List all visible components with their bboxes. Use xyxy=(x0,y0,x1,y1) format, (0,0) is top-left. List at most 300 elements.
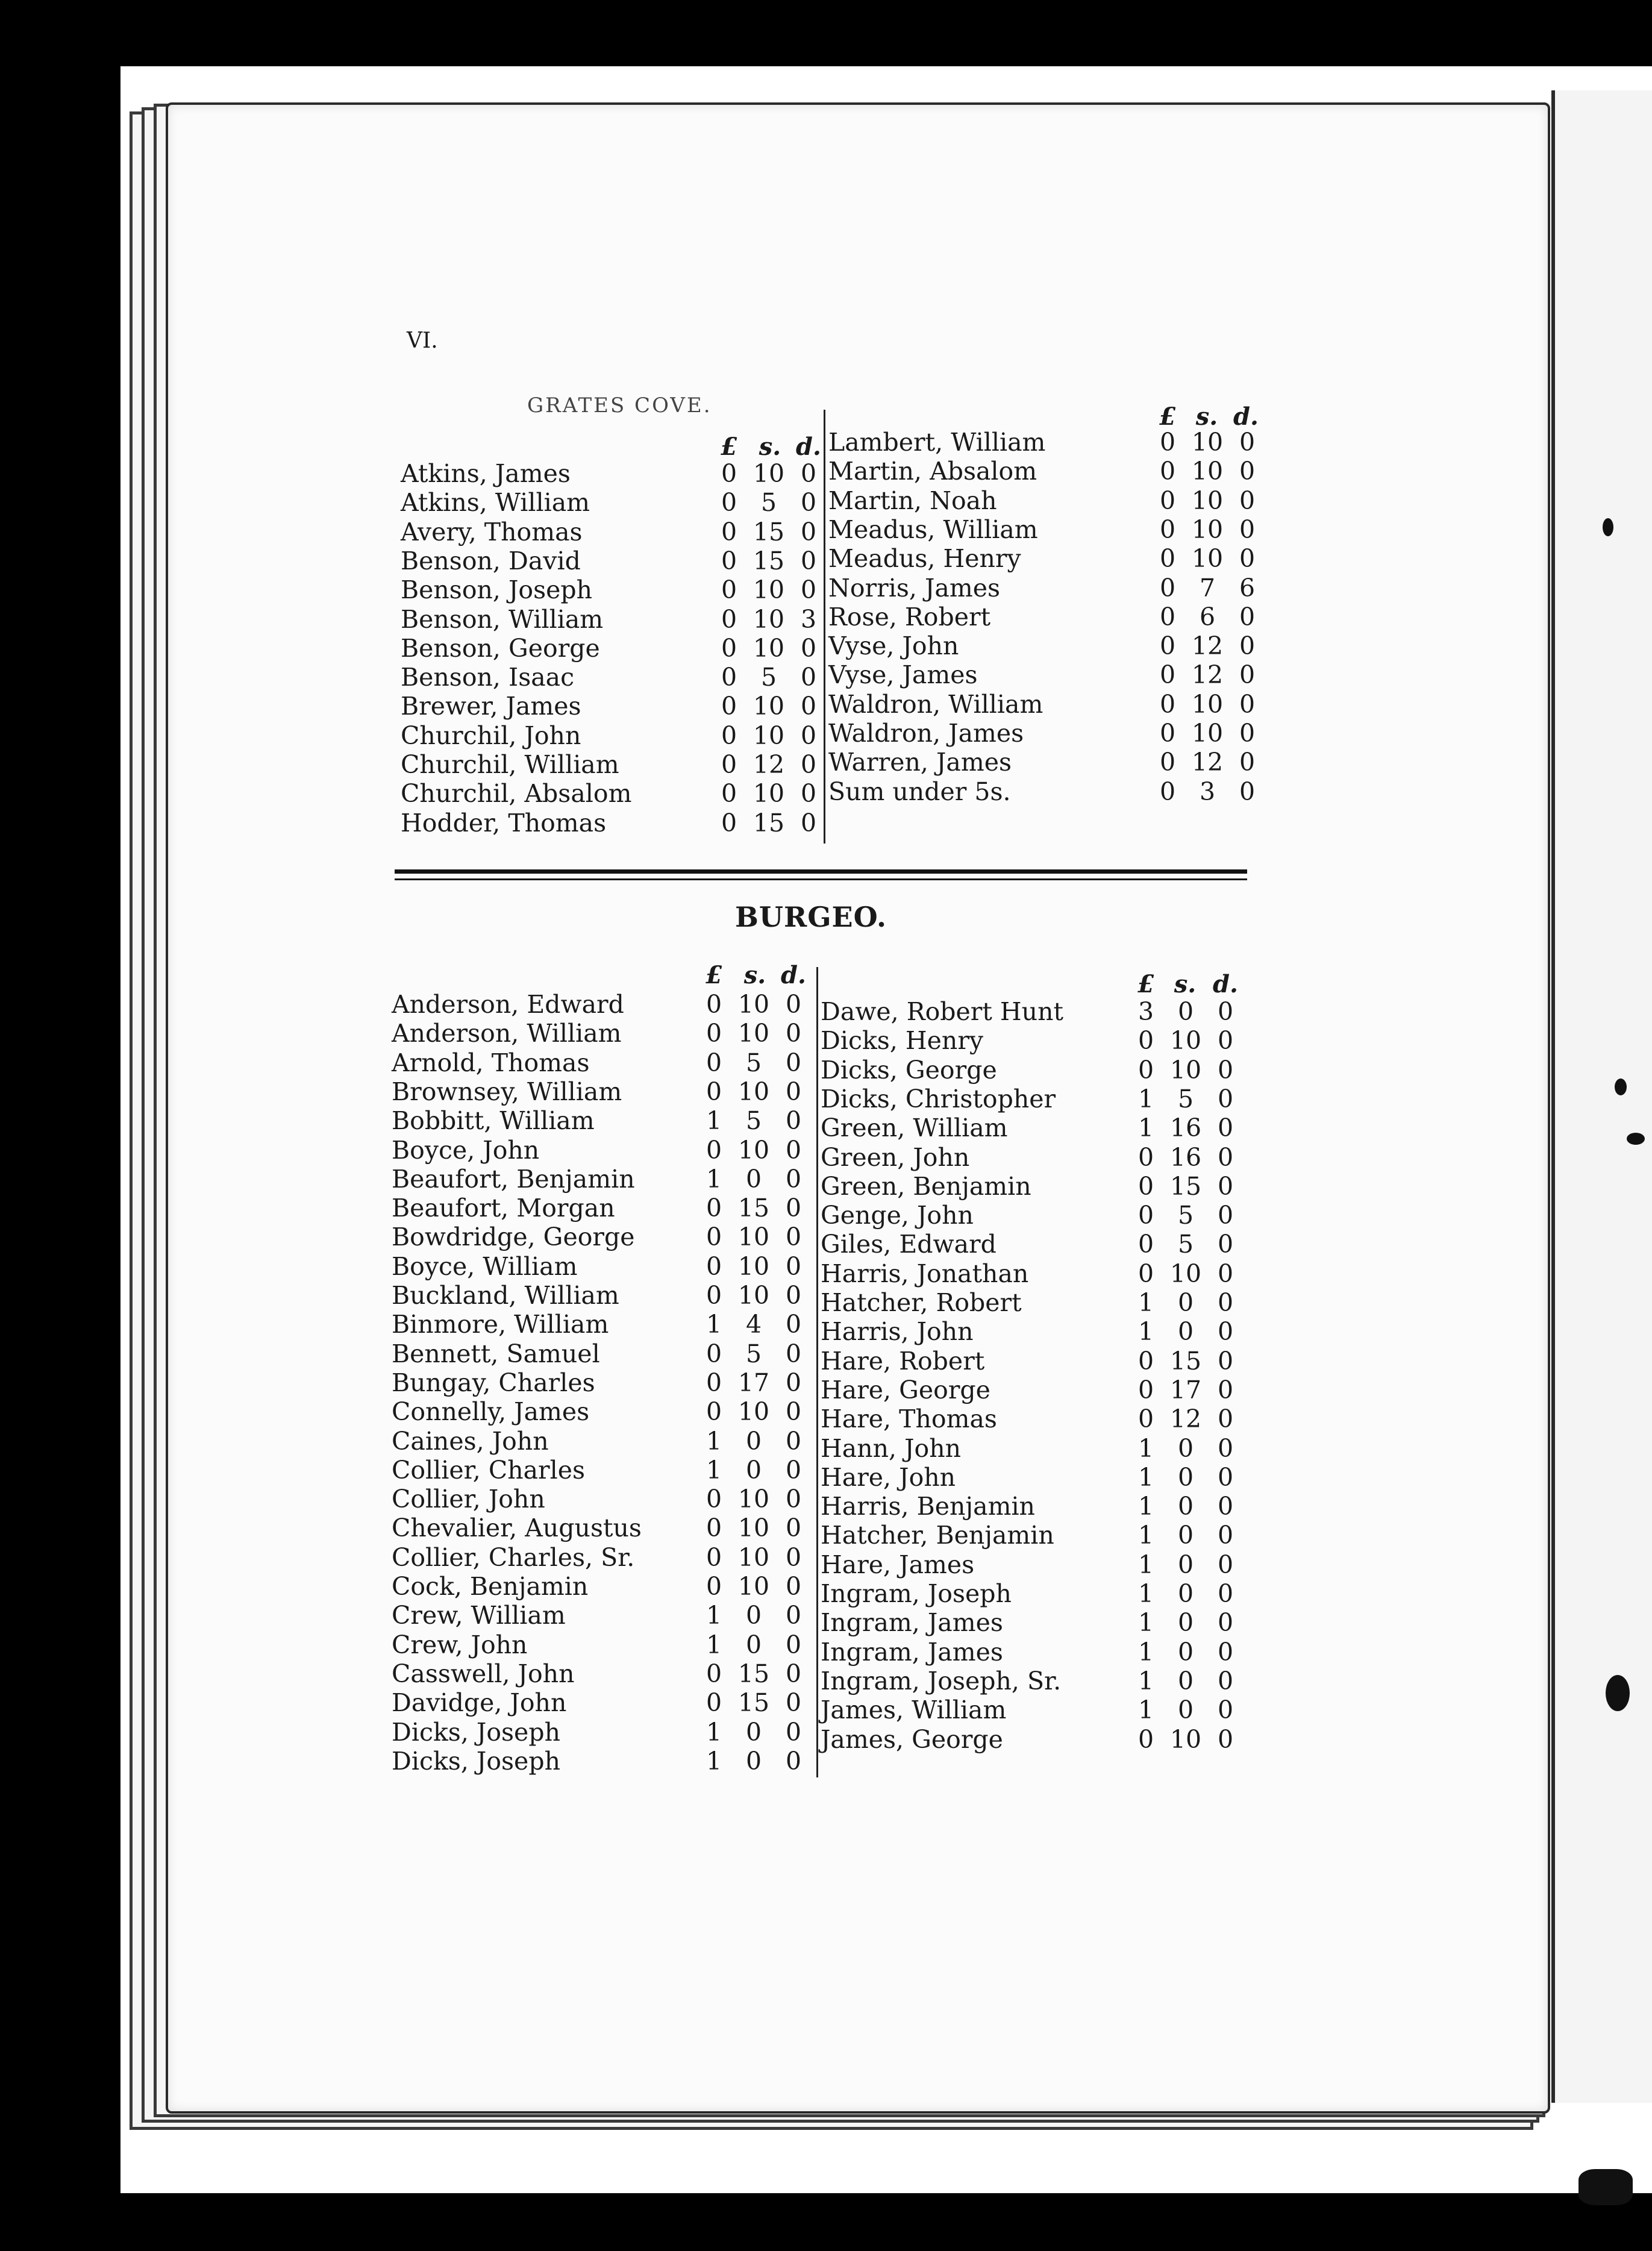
subscriber-name: Buckland, William xyxy=(392,1281,619,1310)
subscriber-row xyxy=(392,1630,816,1659)
amount-pence: 0 xyxy=(1217,1666,1234,1695)
pence-header: d. xyxy=(1213,970,1238,998)
pound-header: £ xyxy=(706,961,722,989)
amount-pence: 0 xyxy=(785,1688,802,1718)
subscriber-name: Dawe, Robert Hunt xyxy=(821,997,1063,1026)
subscriber-name: Bungay, Charles xyxy=(392,1368,595,1397)
amount-pence: 0 xyxy=(785,1659,802,1688)
amount-shillings: 0 xyxy=(745,1717,762,1747)
subscriber-name: Warren, James xyxy=(828,748,1012,777)
subscriber-row xyxy=(392,1659,816,1688)
subscriber-row xyxy=(392,1368,816,1397)
amount-shillings: 0 xyxy=(1177,1579,1194,1608)
amount-shillings: 3 xyxy=(1199,777,1216,806)
subscriber-row xyxy=(828,544,1270,573)
subscriber-row xyxy=(821,1404,1248,1433)
subscriber-row xyxy=(821,1521,1248,1550)
amount-pounds: 1 xyxy=(706,1310,722,1339)
amount-pence: 0 xyxy=(1217,1550,1234,1579)
amount-shillings: 0 xyxy=(1177,997,1194,1026)
amount-pounds: 1 xyxy=(1137,1462,1154,1492)
amount-pounds: 0 xyxy=(1137,1201,1154,1230)
amount-pence: 0 xyxy=(1217,1171,1234,1201)
amount-pence: 0 xyxy=(785,1397,802,1427)
scan-border-left xyxy=(0,0,120,2251)
amount-pence: 0 xyxy=(785,1339,802,1368)
subscriber-row xyxy=(401,488,831,517)
subscriber-row xyxy=(828,603,1270,631)
subscriber-row xyxy=(392,1106,816,1135)
amount-shillings: 0 xyxy=(1177,1317,1194,1347)
facing-page-edge xyxy=(1551,90,1652,2103)
subscriber-row xyxy=(392,1077,816,1106)
amount-shillings: 10 xyxy=(752,779,785,809)
amount-pounds: 0 xyxy=(706,1339,722,1368)
amount-shillings: 10 xyxy=(737,1223,770,1252)
amount-shillings: 16 xyxy=(1169,1142,1202,1172)
amount-pence: 0 xyxy=(1239,544,1256,574)
subscriber-row xyxy=(821,1259,1248,1288)
subscriber-name: Crew, William xyxy=(392,1601,566,1630)
amount-shillings: 10 xyxy=(1169,1259,1202,1288)
amount-pence: 0 xyxy=(1217,1230,1234,1259)
subscriber-name: Anderson, Edward xyxy=(392,990,624,1019)
subscriber-name: Beaufort, Benjamin xyxy=(392,1164,635,1194)
amount-pence: 0 xyxy=(785,1048,802,1077)
amount-pounds: 1 xyxy=(706,1746,722,1776)
amount-pounds: 0 xyxy=(1159,486,1176,515)
amount-pounds: 1 xyxy=(1137,1492,1154,1521)
scan-border-bottom xyxy=(0,2193,1652,2251)
subscriber-row xyxy=(821,1113,1248,1142)
amount-pounds: 0 xyxy=(706,1688,722,1718)
subscriber-name: Ingram, Joseph xyxy=(821,1579,1012,1608)
subscriber-row xyxy=(392,1165,816,1194)
subscriber-row xyxy=(828,515,1270,544)
amount-shillings: 0 xyxy=(745,1455,762,1485)
amount-pence: 0 xyxy=(785,1164,802,1194)
amount-shillings: 12 xyxy=(1191,660,1224,690)
amount-pounds: 0 xyxy=(706,1281,722,1310)
amount-shillings: 0 xyxy=(1177,1637,1194,1667)
amount-pounds: 0 xyxy=(1159,660,1176,690)
amount-shillings: 15 xyxy=(1169,1346,1202,1376)
subscriber-row xyxy=(401,605,831,634)
subscriber-name: Boyce, John xyxy=(392,1135,540,1165)
amount-pounds: 0 xyxy=(1137,1171,1154,1201)
subscriber-row xyxy=(821,1230,1248,1259)
amount-shillings: 10 xyxy=(737,1135,770,1165)
amount-pence: 0 xyxy=(1217,1026,1234,1056)
subscriber-row xyxy=(401,692,831,721)
subscriber-name: Green, William xyxy=(821,1113,1008,1143)
amount-pounds: 0 xyxy=(721,692,737,721)
subscriber-name: Lambert, William xyxy=(828,428,1046,457)
amount-pence: 0 xyxy=(1217,1492,1234,1521)
amount-shillings: 10 xyxy=(737,1397,770,1427)
amount-pounds: 1 xyxy=(1137,1550,1154,1579)
subscriber-name: Harris, Jonathan xyxy=(821,1259,1029,1288)
amount-shillings: 15 xyxy=(1169,1171,1202,1201)
amount-pounds: 0 xyxy=(721,517,737,546)
amount-pounds: 0 xyxy=(706,1048,722,1077)
amount-shillings: 10 xyxy=(737,1281,770,1310)
subscriber-row xyxy=(821,1579,1248,1608)
amount-pounds: 1 xyxy=(706,1455,722,1485)
amount-pence: 0 xyxy=(800,750,817,779)
subscriber-name: Bennett, Samuel xyxy=(392,1339,600,1368)
amount-pounds: 0 xyxy=(706,1368,722,1397)
subscriber-name: Vyse, James xyxy=(828,660,978,690)
amount-pounds: 0 xyxy=(1137,1230,1154,1259)
subscriber-name: Beaufort, Morgan xyxy=(392,1194,615,1223)
amount-shillings: 7 xyxy=(1199,573,1216,603)
amount-shillings: 10 xyxy=(752,604,785,634)
amount-shillings: 15 xyxy=(752,808,785,837)
subscriber-row xyxy=(401,546,831,575)
amount-pounds: 1 xyxy=(706,1426,722,1456)
amount-pence: 0 xyxy=(785,1368,802,1397)
amount-shillings: 0 xyxy=(1177,1492,1194,1521)
subscriber-row xyxy=(828,690,1270,719)
subscriber-name: Dicks, Henry xyxy=(821,1026,984,1056)
subscriber-row xyxy=(392,1397,816,1426)
amount-pence: 0 xyxy=(785,1630,802,1659)
amount-shillings: 16 xyxy=(1169,1113,1202,1143)
amount-pence: 0 xyxy=(1239,486,1256,515)
subscriber-row xyxy=(401,518,831,546)
amount-shillings: 17 xyxy=(737,1368,770,1397)
subscriber-name: Collier, John xyxy=(392,1485,545,1514)
amount-pounds: 0 xyxy=(706,1194,722,1223)
subscriber-name: Green, John xyxy=(821,1142,970,1172)
subscriber-name: Dicks, Christopher xyxy=(821,1084,1056,1113)
subscriber-row xyxy=(392,1223,816,1251)
subscriber-row xyxy=(821,997,1248,1026)
ink-blot xyxy=(1578,2169,1633,2205)
amount-pence: 0 xyxy=(1217,1404,1234,1434)
amount-shillings: 10 xyxy=(1191,719,1224,748)
amount-pounds: 1 xyxy=(1137,1113,1154,1143)
amount-shillings: 10 xyxy=(1191,457,1224,486)
subscriber-name: Sum under 5s. xyxy=(828,777,1011,806)
subscriber-name: Green, Benjamin xyxy=(821,1171,1031,1201)
amount-pence: 0 xyxy=(785,1717,802,1747)
amount-shillings: 0 xyxy=(745,1601,762,1630)
subscriber-row xyxy=(828,428,1270,457)
amount-pence: 0 xyxy=(1239,602,1256,631)
amount-shillings: 12 xyxy=(1169,1404,1202,1434)
subscriber-name: Martin, Absalom xyxy=(828,457,1037,486)
amount-shillings: 10 xyxy=(752,459,785,488)
amount-pence: 0 xyxy=(1217,1724,1234,1754)
amount-pounds: 0 xyxy=(1159,573,1176,603)
subscriber-name: Hare, Thomas xyxy=(821,1404,997,1434)
amount-pounds: 0 xyxy=(706,1223,722,1252)
subscriber-row xyxy=(392,1281,816,1310)
pence-header: d. xyxy=(781,961,806,989)
subscriber-name: Ingram, James xyxy=(821,1637,1003,1667)
amount-pence: 0 xyxy=(785,1601,802,1630)
subscriber-row xyxy=(828,486,1270,515)
amount-pounds: 0 xyxy=(1159,689,1176,719)
subscriber-name: Harris, Benjamin xyxy=(821,1492,1035,1521)
section-title-burgeo: BURGEO. xyxy=(735,901,887,933)
amount-pence: 0 xyxy=(800,721,817,750)
subscriber-name: Boyce, William xyxy=(392,1251,578,1281)
subscriber-row xyxy=(392,1252,816,1281)
amount-pence: 0 xyxy=(785,1019,802,1048)
subscriber-name: Waldron, James xyxy=(828,719,1024,748)
amount-pence: 0 xyxy=(1217,1637,1234,1667)
amount-shillings: 10 xyxy=(1169,1055,1202,1085)
subscriber-row xyxy=(828,777,1270,806)
amount-pence: 0 xyxy=(1217,1201,1234,1230)
subscriber-row xyxy=(392,1485,816,1514)
subscriber-row xyxy=(828,574,1270,603)
amount-pounds: 0 xyxy=(1159,631,1176,661)
amount-shillings: 10 xyxy=(1191,544,1224,574)
amount-pence: 6 xyxy=(1239,573,1256,603)
amount-shillings: 5 xyxy=(760,488,777,518)
subscriber-row xyxy=(392,1136,816,1165)
subscriber-row xyxy=(392,1601,816,1630)
amount-pounds: 0 xyxy=(706,1659,722,1688)
subscriber-name: Atkins, James xyxy=(401,459,571,488)
subscriber-name: Binmore, William xyxy=(392,1310,609,1339)
amount-pounds: 1 xyxy=(1137,1666,1154,1695)
subscriber-row xyxy=(828,457,1270,486)
shilling-header: s. xyxy=(759,433,781,461)
amount-shillings: 0 xyxy=(1177,1550,1194,1579)
amount-pence: 0 xyxy=(1217,1288,1234,1317)
amount-pence: 0 xyxy=(1217,1259,1234,1288)
amount-pence: 0 xyxy=(1217,1579,1234,1608)
subscriber-name: Dicks, George xyxy=(821,1055,997,1085)
subscriber-name: James, William xyxy=(821,1695,1007,1725)
subscriber-name: Martin, Noah xyxy=(828,486,997,515)
subscriber-name: Hann, John xyxy=(821,1433,962,1463)
amount-shillings: 10 xyxy=(737,1542,770,1572)
subscriber-name: Genge, John xyxy=(821,1201,974,1230)
subscriber-name: Churchil, John xyxy=(401,721,581,750)
amount-pence: 0 xyxy=(785,1077,802,1106)
amount-pounds: 0 xyxy=(1137,1026,1154,1056)
amount-pounds: 0 xyxy=(721,459,737,488)
subscriber-row xyxy=(392,1718,816,1747)
amount-pounds: 0 xyxy=(721,779,737,809)
subscriber-row xyxy=(821,1201,1248,1230)
subscriber-row xyxy=(821,1026,1248,1055)
subscriber-name: Davidge, John xyxy=(392,1688,567,1718)
amount-pence: 0 xyxy=(785,1223,802,1252)
amount-shillings: 15 xyxy=(737,1659,770,1688)
amount-shillings: 0 xyxy=(745,1426,762,1456)
amount-pounds: 0 xyxy=(721,750,737,779)
amount-pence: 3 xyxy=(800,604,817,634)
amount-shillings: 10 xyxy=(1169,1724,1202,1754)
amount-shillings: 5 xyxy=(760,663,777,692)
subscriber-row xyxy=(392,1543,816,1572)
amount-pounds: 1 xyxy=(1137,1317,1154,1347)
subscriber-name: Waldron, William xyxy=(828,689,1043,719)
amount-shillings: 15 xyxy=(752,517,785,546)
ink-blot xyxy=(1615,1079,1627,1095)
amount-pounds: 0 xyxy=(1137,1142,1154,1172)
subscriber-name: James, George xyxy=(821,1724,1003,1754)
section-title-grates-cove: GRATES COVE. xyxy=(527,393,712,418)
amount-shillings: 0 xyxy=(1177,1521,1194,1550)
amount-pounds: 0 xyxy=(721,546,737,575)
amount-pounds: 0 xyxy=(721,633,737,663)
amount-pence: 0 xyxy=(785,1746,802,1776)
amount-shillings: 0 xyxy=(745,1746,762,1776)
amount-shillings: 17 xyxy=(1169,1375,1202,1404)
amount-shillings: 10 xyxy=(737,1485,770,1514)
subscriber-name: Connelly, James xyxy=(392,1397,590,1427)
subscriber-name: Benson, Isaac xyxy=(401,663,575,692)
amount-pounds: 0 xyxy=(706,1485,722,1514)
amount-shillings: 15 xyxy=(737,1688,770,1718)
shilling-header: s. xyxy=(1174,970,1197,998)
subscriber-name: Dicks, Joseph xyxy=(392,1746,560,1776)
pound-header: £ xyxy=(1159,402,1176,431)
amount-pence: 0 xyxy=(1217,997,1234,1026)
amount-pence: 0 xyxy=(785,1572,802,1601)
amount-shillings: 0 xyxy=(1177,1433,1194,1463)
amount-pence: 0 xyxy=(800,488,817,518)
pound-header: £ xyxy=(1137,970,1154,998)
amount-pounds: 0 xyxy=(721,488,737,518)
amount-pounds: 0 xyxy=(706,1397,722,1427)
subscriber-name: Hodder, Thomas xyxy=(401,808,607,837)
amount-pounds: 0 xyxy=(1137,1055,1154,1085)
amount-pounds: 0 xyxy=(1159,428,1176,457)
amount-pence: 0 xyxy=(785,1251,802,1281)
subscriber-row xyxy=(392,1019,816,1048)
amount-pounds: 0 xyxy=(1159,457,1176,486)
amount-shillings: 0 xyxy=(745,1630,762,1659)
subscriber-name: Dicks, Joseph xyxy=(392,1717,560,1747)
subscriber-row xyxy=(821,1608,1248,1637)
amount-pence: 0 xyxy=(1217,1142,1234,1172)
amount-pounds: 0 xyxy=(721,604,737,634)
amount-pence: 0 xyxy=(800,663,817,692)
amount-shillings: 5 xyxy=(745,1048,762,1077)
amount-pounds: 0 xyxy=(706,1251,722,1281)
amount-shillings: 10 xyxy=(1191,689,1224,719)
amount-pounds: 0 xyxy=(1137,1404,1154,1434)
amount-shillings: 10 xyxy=(737,1514,770,1543)
section-rule-thin xyxy=(395,878,1247,880)
amount-pounds: 1 xyxy=(1137,1433,1154,1463)
subscriber-name: Benson, George xyxy=(401,633,600,663)
subscriber-row xyxy=(821,1288,1248,1317)
subscriber-name: Hare, John xyxy=(821,1462,956,1492)
ink-blot xyxy=(1603,518,1613,536)
amount-shillings: 0 xyxy=(1177,1666,1194,1695)
scan-border-top xyxy=(0,0,1652,66)
amount-pounds: 0 xyxy=(1159,515,1176,544)
amount-shillings: 10 xyxy=(752,721,785,750)
amount-pence: 0 xyxy=(1239,777,1256,806)
subscriber-name: Benson, Joseph xyxy=(401,575,593,605)
subscriber-row xyxy=(392,1688,816,1717)
amount-shillings: 15 xyxy=(737,1194,770,1223)
pound-header: £ xyxy=(721,433,737,461)
amount-pence: 0 xyxy=(800,808,817,837)
amount-shillings: 10 xyxy=(1191,515,1224,544)
amount-pence: 0 xyxy=(800,779,817,809)
subscriber-row xyxy=(821,1347,1248,1376)
amount-pence: 0 xyxy=(1217,1375,1234,1404)
amount-pounds: 1 xyxy=(1137,1608,1154,1638)
subscriber-row xyxy=(392,990,816,1019)
amount-shillings: 5 xyxy=(1177,1084,1194,1113)
amount-shillings: 10 xyxy=(737,1251,770,1281)
column-divider xyxy=(816,967,818,1777)
subscriber-row xyxy=(828,719,1270,748)
amount-pence: 0 xyxy=(1217,1462,1234,1492)
amount-shillings: 0 xyxy=(1177,1288,1194,1317)
subscriber-name: Ingram, Joseph, Sr. xyxy=(821,1666,1062,1695)
amount-pounds: 1 xyxy=(1137,1637,1154,1667)
subscriber-row xyxy=(401,721,831,750)
amount-pounds: 0 xyxy=(706,1135,722,1165)
amount-shillings: 10 xyxy=(1191,486,1224,515)
subscriber-name: Caines, John xyxy=(392,1426,549,1456)
subscriber-row xyxy=(821,1463,1248,1492)
subscriber-name: Churchil, William xyxy=(401,750,619,779)
subscriber-row xyxy=(821,1492,1248,1521)
amount-pounds: 0 xyxy=(721,721,737,750)
amount-pounds: 0 xyxy=(1137,1259,1154,1288)
amount-shillings: 15 xyxy=(752,546,785,575)
amount-pence: 0 xyxy=(1239,428,1256,457)
amount-pounds: 3 xyxy=(1137,997,1154,1026)
amount-pounds: 1 xyxy=(1137,1695,1154,1725)
subscriber-name: Rose, Robert xyxy=(828,602,991,631)
subscriber-row xyxy=(392,1427,816,1456)
amount-pence: 0 xyxy=(1239,689,1256,719)
amount-pence: 0 xyxy=(785,1281,802,1310)
subscriber-name: Arnold, Thomas xyxy=(392,1048,590,1077)
subscriber-row xyxy=(828,748,1270,777)
amount-shillings: 10 xyxy=(1191,428,1224,457)
amount-shillings: 5 xyxy=(745,1339,762,1368)
subscriber-name: Meadus, William xyxy=(828,515,1038,544)
subscriber-row xyxy=(821,1172,1248,1201)
amount-pounds: 0 xyxy=(721,663,737,692)
pence-header: d. xyxy=(796,433,821,461)
amount-pence: 0 xyxy=(800,517,817,546)
subscriber-name: Hare, George xyxy=(821,1375,990,1404)
subscriber-row xyxy=(821,1376,1248,1404)
amount-pence: 0 xyxy=(1239,719,1256,748)
amount-pence: 0 xyxy=(1239,748,1256,777)
subscriber-row xyxy=(821,1695,1248,1724)
amount-shillings: 5 xyxy=(1177,1230,1194,1259)
amount-pounds: 0 xyxy=(1137,1724,1154,1754)
subscriber-name: Norris, James xyxy=(828,573,1001,603)
amount-pence: 0 xyxy=(1239,631,1256,661)
amount-pence: 0 xyxy=(785,1514,802,1543)
amount-pounds: 0 xyxy=(1159,602,1176,631)
subscriber-row xyxy=(821,1725,1248,1754)
amount-pence: 0 xyxy=(785,1485,802,1514)
subscriber-name: Brownsey, William xyxy=(392,1077,622,1106)
amount-pounds: 0 xyxy=(1159,719,1176,748)
